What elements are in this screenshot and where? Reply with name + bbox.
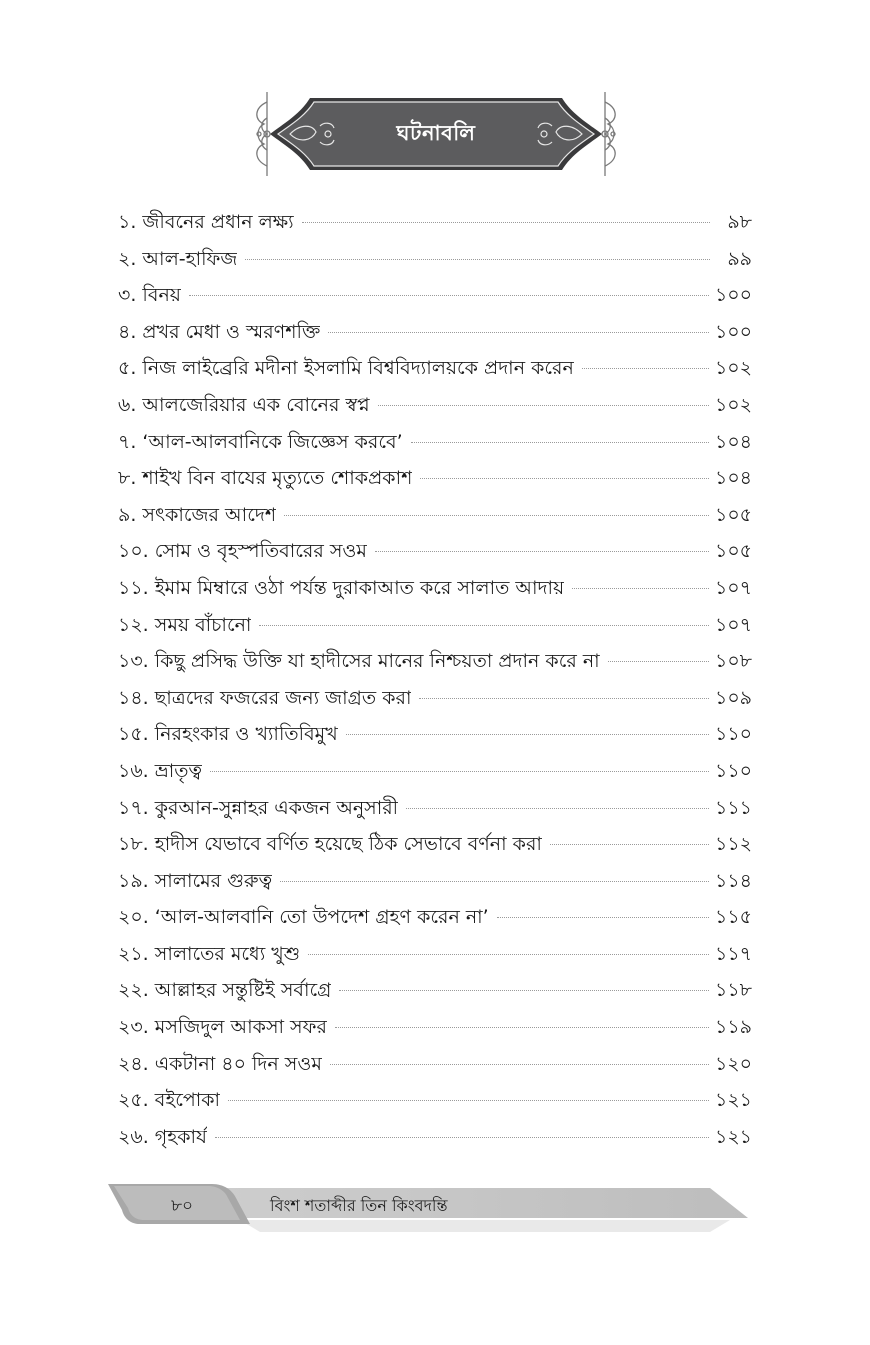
toc-entry-page: ১০৭: [714, 576, 752, 599]
toc-dot-leader: [245, 259, 710, 260]
toc-entry-page: ১১০: [714, 723, 752, 746]
toc-entry-title: ১৭. কুরআন-সুন্নাহর একজন অনুসারী: [118, 796, 399, 819]
toc-entry-page: ১১৪: [715, 869, 752, 892]
toc-entry-title: ১১. ইমাম মিম্বারে ওঠা পর্যন্ত দুরাকাআত করে সালাত আদায়: [118, 576, 565, 599]
toc-dot-leader: [280, 881, 709, 882]
toc-dot-leader: [335, 1027, 709, 1028]
toc-entry-page: ১১৯: [715, 1016, 752, 1039]
toc-entry-page: ১০২: [714, 357, 752, 380]
page-number: ৮০: [170, 1196, 194, 1216]
toc-entry: [118, 460, 752, 497]
toc-dot-leader: [328, 332, 709, 333]
toc-entry: [118, 533, 752, 570]
toc-entry: [118, 241, 752, 278]
toc-entry: [118, 643, 752, 680]
toc-entry-title: ১৬. ভ্রাতৃত্ব: [118, 759, 203, 782]
toc-entry-page: ১০০: [714, 284, 752, 307]
toc-dot-leader: [339, 990, 709, 991]
toc-dot-leader: [375, 551, 709, 552]
toc-entry: [118, 753, 752, 790]
toc-entry: [118, 204, 752, 241]
toc-entry-title: ৮. শাইখ বিন বাযের মৃত্যুতে শোকপ্রকাশ: [118, 467, 413, 490]
toc-entry: [118, 680, 752, 717]
toc-dot-leader: [228, 1100, 709, 1101]
toc-entry-title: ২৫. বইপোকা: [118, 1089, 221, 1112]
toc-dot-leader: [189, 295, 709, 296]
toc-dot-leader: [608, 661, 709, 662]
toc-entry-title: ৭. ‘আল-আলবানিকে জিজ্ঞেস করবে’: [118, 430, 403, 453]
toc-dot-leader: [215, 1137, 709, 1138]
toc-entry-title: ৪. প্রখর মেধা ও স্মরণশক্তি: [118, 320, 321, 343]
toc-entry-page: ১০০: [714, 320, 752, 343]
toc-entry: [118, 607, 752, 644]
toc-entry: [118, 570, 752, 607]
toc-dot-leader: [308, 954, 709, 955]
toc-entry-title: ৯. সৎকাজের আদেশ: [118, 503, 277, 526]
toc-entry-title: ২২. আল্লাহর সন্তুষ্টিই সর্বাগ্রে: [118, 979, 332, 1002]
toc-entry-page: ১০৯: [714, 686, 752, 709]
toc-entry: [118, 1009, 752, 1046]
toc-entry-title: ২৩. মসজিদুল আকসা সফর: [118, 1016, 327, 1039]
toc-entry-page: ১০৪: [714, 430, 752, 453]
toc-entry-page: ১০৮: [714, 650, 752, 673]
toc-entry-title: ২১. সালাতের মধ্যে খুশু: [118, 942, 301, 965]
toc-dot-leader: [582, 368, 709, 369]
toc-entry: [118, 863, 752, 900]
toc-entry: [118, 314, 752, 351]
toc-entry-page: ১২০: [714, 1052, 752, 1075]
toc-entry: [118, 387, 752, 424]
toc-dot-leader: [346, 734, 709, 735]
toc-entry-title: ১৩. কিছু প্রসিদ্ধ উক্তি যা হাদীসের মানের নিশ্চয়তা প্রদান করে না: [118, 650, 600, 673]
toc-entry-page: ১১৮: [715, 979, 752, 1002]
running-book-title: বিংশ শতাব্দীর তিন কিংবদন্তি: [270, 1196, 448, 1215]
toc-entry-page: ১০২: [714, 393, 752, 416]
toc-dot-leader: [259, 625, 709, 626]
toc-entry-page: ১০৪: [714, 467, 752, 490]
toc-entry-page: ৯৮: [727, 211, 752, 233]
toc-entry-page: ১২১: [714, 1125, 752, 1148]
toc-entry-page: ১০৭: [714, 613, 752, 636]
toc-entry-title: ১৯. সালামের গুরুত্ব: [118, 869, 273, 892]
toc-entry-title: ৫. নিজ লাইব্রেরি মদীনা ইসলামি বিশ্ববিদ্যালয়কে প্রদান করেন: [118, 357, 574, 380]
page-footer: [100, 1180, 760, 1240]
toc-dot-leader: [330, 1064, 709, 1065]
toc-entry: [118, 1119, 752, 1156]
section-header-banner: [250, 88, 622, 180]
toc-dot-leader: [550, 844, 709, 845]
toc-dot-leader: [419, 698, 709, 699]
toc-entry-title: ১. জীবনের প্রধান লক্ষ্য: [118, 211, 294, 233]
toc-entry: [118, 1046, 752, 1083]
toc-entry-title: ১৮. হাদীস যেভাবে বর্ণিত হয়েছে ঠিক সেভাবে বর্ণনা করা: [118, 833, 542, 856]
toc-entry: [118, 899, 752, 936]
toc-entry-page: ১০৫: [714, 503, 752, 526]
toc-entry-page: ১০৫: [714, 540, 752, 563]
toc-entry-title: ২. আল-হাফিজ: [118, 247, 238, 270]
toc-entry-page: ১১০: [714, 759, 752, 782]
toc-entry: [118, 826, 752, 863]
toc-entry-page: ১২১: [714, 1089, 752, 1112]
toc-dot-leader: [497, 917, 709, 918]
toc-dot-leader: [284, 515, 709, 516]
toc-entry-title: ৬. আলজেরিয়ার এক বোনের স্বপ্ন: [118, 393, 370, 416]
toc-entry-title: ২৪. একটানা ৪০ দিন সওম: [118, 1052, 322, 1075]
toc-entry: [118, 972, 752, 1009]
toc-dot-leader: [420, 478, 709, 479]
toc-entry-title: ২০. ‘আল-আলবানি তো উপদেশ গ্রহণ করেন না’: [118, 906, 489, 929]
toc-entry-title: ১০. সোম ও বৃহস্পতিবারের সওম: [118, 540, 367, 563]
toc-dot-leader: [406, 808, 709, 809]
toc-entry: [118, 1082, 752, 1119]
page-title: ঘটনাবলি: [396, 121, 476, 145]
toc-dot-leader: [210, 771, 709, 772]
toc-entry-page: ১১১: [715, 796, 752, 819]
toc-entry-title: ২৬. গৃহকার্য: [118, 1125, 207, 1148]
toc-entry-page: ৯৯: [727, 247, 752, 270]
toc-entry: [118, 790, 752, 827]
toc-entry: [118, 936, 752, 973]
toc-entry: [118, 716, 752, 753]
toc-entry: [118, 350, 752, 387]
toc-entry-title: ১২. সময় বাঁচানো: [118, 613, 252, 636]
toc-entry-page: ১১২: [714, 833, 752, 856]
toc-entry: [118, 424, 752, 461]
toc-dot-leader: [378, 405, 709, 406]
toc-entry-title: ১৫. নিরহংকার ও খ্যাতিবিমুখ: [118, 723, 338, 746]
toc-dot-leader: [572, 588, 709, 589]
toc-entry: [118, 497, 752, 534]
toc-entry-page: ১১৫: [715, 906, 752, 929]
table-of-contents: [118, 204, 752, 1155]
toc-entry-title: ৩. বিনয়: [118, 284, 181, 307]
toc-dot-leader: [302, 222, 710, 223]
toc-entry-page: ১১৭: [714, 942, 752, 965]
toc-entry-title: ১৪. ছাত্রদের ফজরের জন্য জাগ্রত করা: [118, 686, 412, 709]
toc-entry: [118, 277, 752, 314]
toc-dot-leader: [411, 442, 709, 443]
